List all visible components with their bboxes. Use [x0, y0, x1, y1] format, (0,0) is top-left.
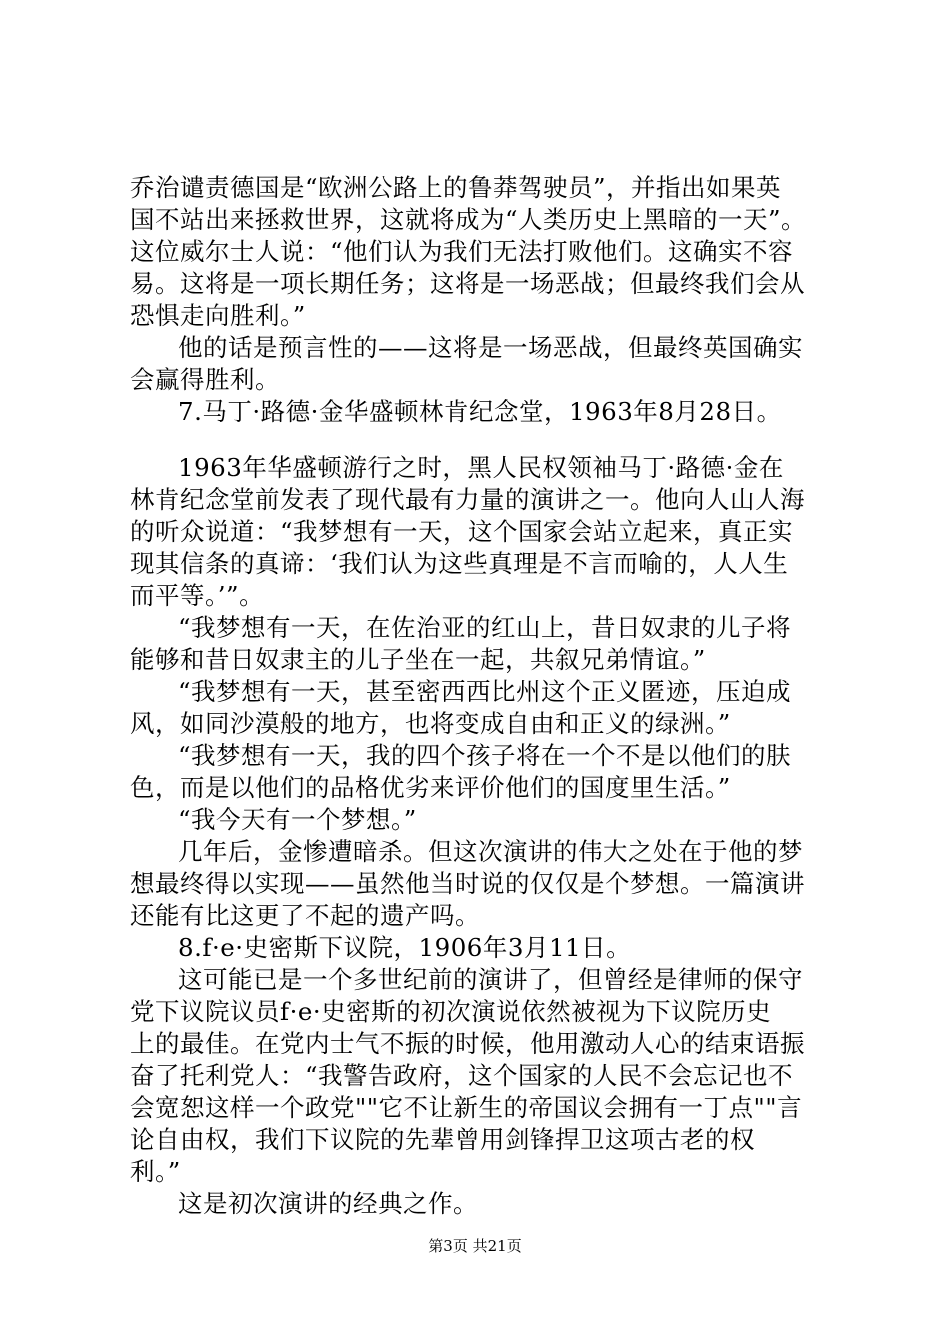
body-line: “我梦想有一天，我的四个孩子将在一个不是以他们的肤 — [178, 741, 792, 770]
body-line: 恐惧走向胜利。” — [130, 301, 306, 330]
body-line: 风，如同沙漠般的地方，也将变成自由和正义的绿洲。” — [130, 709, 731, 738]
body-line: 他的话是预言性的——这将是一场恶战，但最终英国确实 — [178, 333, 803, 362]
section-heading: 7.马丁·路德·金华盛顿林肯纪念堂，1963年8月28日。 — [178, 397, 782, 426]
body-line: “我梦想有一天，甚至密西西比州这个正义匿迹，压迫成 — [178, 677, 792, 706]
body-line: 还能有比这更了不起的遗产吗。 — [130, 901, 480, 930]
body-line: 的听众说道：“我梦想有一天，这个国家会站立起来，真正实 — [130, 517, 794, 546]
body-line: 林肯纪念堂前发表了现代最有力量的演讲之一。他向人山人海 — [130, 485, 805, 514]
body-line: 易。这将是一项长期任务；这将是一场恶战；但最终我们会从 — [130, 269, 805, 298]
body-line: 能够和昔日奴隶主的儿子坐在一起，共叙兄弟情谊。” — [130, 645, 706, 674]
body-line: 奋了托利党人：“我警告政府，这个国家的人民不会忘记也不 — [130, 1061, 794, 1090]
body-line: 国不站出来拯救世界，这就将成为“人类历史上黑暗的一天”。 — [130, 205, 807, 234]
body-line: 利。” — [130, 1157, 181, 1186]
body-line: 论自由权，我们下议院的先辈曾用剑锋捍卫这项古老的权 — [130, 1125, 755, 1154]
body-line: “我今天有一个梦想。” — [178, 805, 417, 834]
body-line: 这是初次演讲的经典之作。 — [178, 1189, 478, 1218]
body-line: 想最终得以实现——虽然他当时说的仅仅是个梦想。一篇演讲 — [130, 869, 805, 898]
body-line: 上的最佳。在党内士气不振的时候，他用激动人心的结束语振 — [130, 1029, 805, 1058]
body-line: 1963年华盛顿游行之时，黑人民权领袖马丁·路德·金在 — [178, 453, 784, 482]
page-number-footer: 第3页 共21页 — [428, 1237, 522, 1255]
section-heading: 8.f·e·史密斯下议院，1906年3月11日。 — [178, 933, 632, 962]
body-line: 而平等。’”。 — [130, 581, 265, 610]
body-line: 现其信条的真谛：‘我们认为这些真理是不言而喻的，人人生 — [130, 549, 789, 578]
body-line: 会宽恕这样一个政党""它不让新生的帝国议会拥有一丁点""言 — [130, 1093, 803, 1122]
body-line: 色，而是以他们的品格优劣来评价他们的国度里生活。” — [130, 773, 731, 802]
body-line: 这位威尔士人说：“他们认为我们无法打败他们。这确实不容 — [130, 237, 794, 266]
body-line: “我梦想有一天，在佐治亚的红山上，昔日奴隶的儿子将 — [178, 613, 792, 642]
body-line: 会赢得胜利。 — [130, 365, 280, 394]
body-line: 乔治谴责德国是“欧洲公路上的鲁莽驾驶员”，并指出如果英 — [130, 173, 782, 202]
body-line: 几年后，金惨遭暗杀。但这次演讲的伟大之处在于他的梦 — [178, 837, 803, 866]
body-line: 这可能已是一个多世纪前的演讲了，但曾经是律师的保守 — [178, 965, 803, 994]
body-line: 党下议院议员f·e·史密斯的初次演说依然被视为下议院历史 — [130, 997, 772, 1026]
